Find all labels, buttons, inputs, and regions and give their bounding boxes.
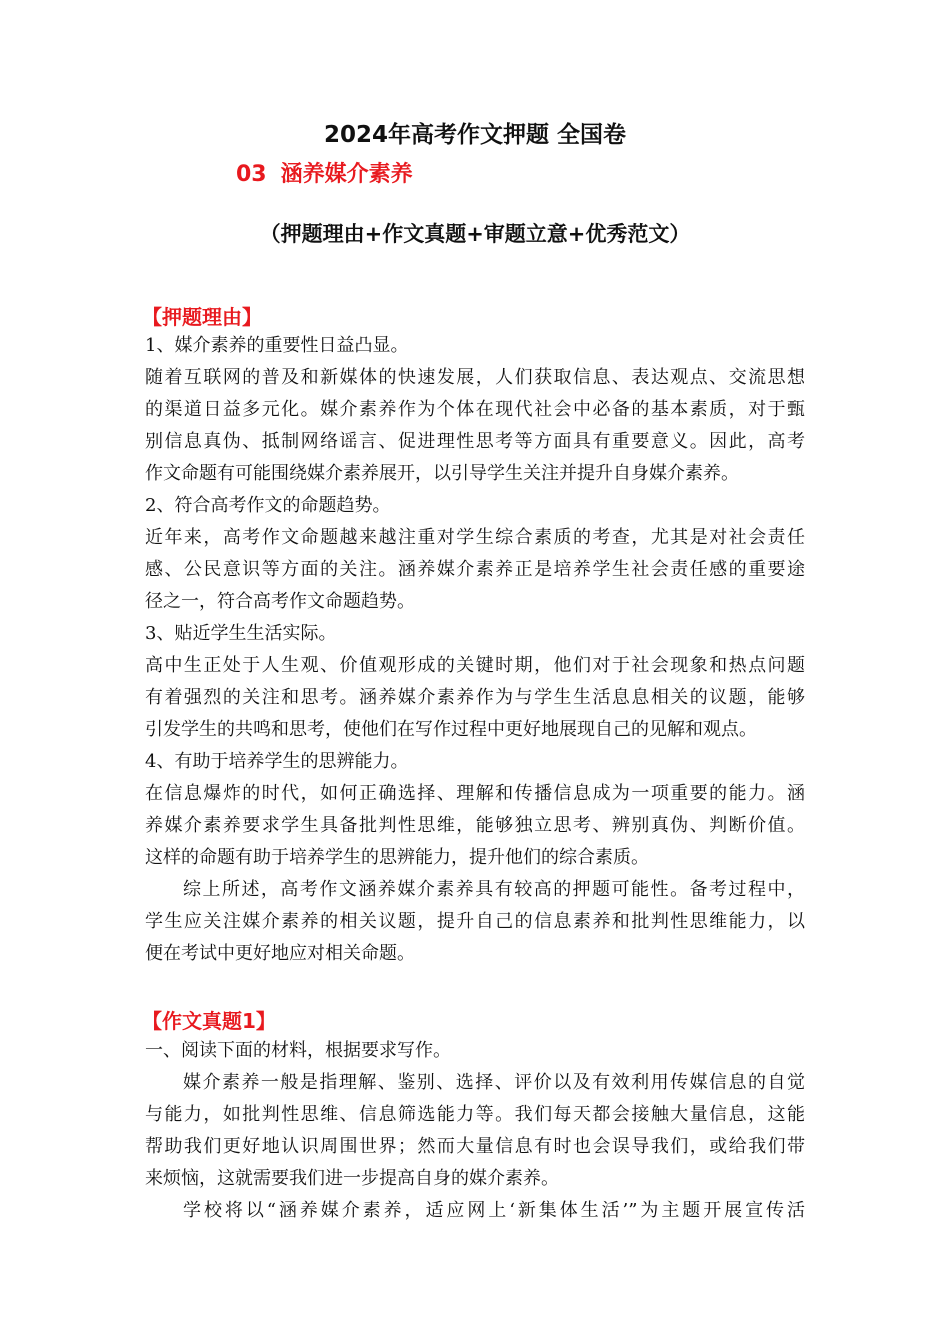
- document-subtitle: （押题理由+作文真题+审题立意+优秀范文）: [259, 222, 691, 246]
- text-line: 引发学生的共鸣和思考，使他们在写作过程中更好地展现自己的见解和观点。: [145, 719, 757, 740]
- topic-heading: [236, 157, 413, 188]
- text-line: 学生应关注媒介素养的相关议题，提升自己的信息素养和批判性思维能力，以: [145, 911, 805, 932]
- text-line: 作文命题有可能围绕媒介素养展开，以引导学生关注并提升自身媒介素养。: [145, 463, 739, 484]
- text-line: 有着强烈的关注和思考。涵养媒介素养作为与学生生活息息相关的议题，能够: [145, 687, 805, 708]
- text-line: 在信息爆炸的时代，如何正确选择、理解和传播信息成为一项重要的能力。涵: [145, 783, 805, 804]
- topic-number: 03: [236, 162, 267, 187]
- text-line: 一、阅读下面的材料，根据要求写作。: [145, 1040, 451, 1061]
- text-line: 1、媒介素养的重要性日益凸显。: [145, 335, 409, 356]
- text-line: 4、有助于培养学生的思辨能力。: [145, 751, 409, 772]
- text-line: 2、符合高考作文的命题趋势。: [145, 495, 391, 516]
- text-line: 感、公民意识等方面的关注。涵养媒介素养正是培养学生社会责任感的重要途: [145, 559, 805, 580]
- text-line: 径之一，符合高考作文命题趋势。: [145, 591, 415, 612]
- text-line: 的渠道日益多元化。媒介素养作为个体在现代社会中必备的基本素质，对于甄: [145, 399, 805, 420]
- text-line: 近年来，高考作文命题越来越注重对学生综合素质的考查，尤其是对社会责任: [145, 527, 805, 548]
- text-line: 别信息真伪、抵制网络谣言、促进理性思考等方面具有重要意义。因此，高考: [145, 431, 805, 452]
- text-line: 随着互联网的普及和新媒体的快速发展，人们获取信息、表达观点、交流思想: [145, 367, 805, 388]
- text-line: 帮助我们更好地认识周围世界；然而大量信息有时也会误导我们，或给我们带: [145, 1136, 805, 1157]
- text-line: 这样的命题有助于培养学生的思辨能力，提升他们的综合素质。: [145, 847, 649, 868]
- text-line: 便在考试中更好地应对相关命题。: [145, 943, 415, 964]
- document-title: 2024年高考作文押题 全国卷: [323, 122, 627, 148]
- text-line: 综上所述，高考作文涵养媒介素养具有较高的押题可能性。备考过程中，: [183, 879, 805, 900]
- topic-name: 涵养媒介素养: [280, 162, 413, 187]
- text-line: 学校将以“涵养媒介素养，适应网上‘新集体生活’”为主题开展宣传活: [183, 1200, 805, 1221]
- section-exam-question-body: [145, 1035, 805, 1227]
- text-line: 媒介素养一般是指理解、鉴别、选择、评价以及有效利用传媒信息的自觉: [183, 1072, 805, 1093]
- section-heading-exam-question: 【作文真题1】: [142, 1009, 276, 1033]
- section-heading-reasons: 【押题理由】: [142, 305, 262, 329]
- text-line: 3、贴近学生生活实际。: [145, 623, 337, 644]
- text-line: 与能力，如批判性思维、信息筛选能力等。我们每天都会接触大量信息，这能: [145, 1104, 805, 1125]
- text-line: 来烦恼，这就需要我们进一步提高自身的媒介素养。: [145, 1168, 559, 1189]
- text-line: 养媒介素养要求学生具备批判性思维，能够独立思考、辨别真伪、判断价值。: [145, 815, 805, 836]
- section-reasons-body: [145, 330, 805, 970]
- text-line: 高中生正处于人生观、价值观形成的关键时期，他们对于社会现象和热点问题: [145, 655, 805, 676]
